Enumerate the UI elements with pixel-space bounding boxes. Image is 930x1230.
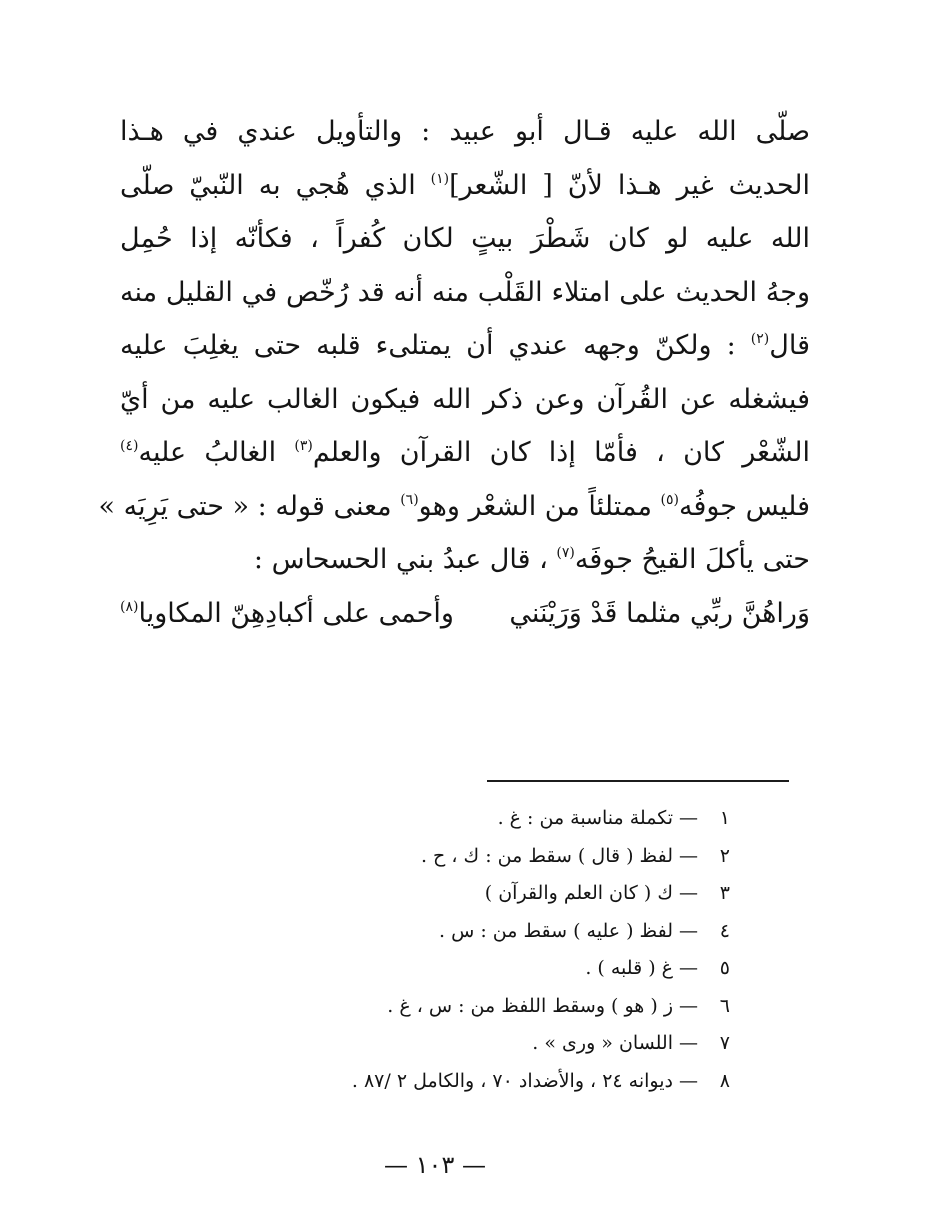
footnote-dash: — xyxy=(679,882,698,904)
text-segment: ، قال عبدُ بني الحسحاس : xyxy=(253,544,557,575)
text-segment: وجهُ الحديث على امتلاء القَلْب منه أنه قد رُخّص في القليل منه xyxy=(120,276,810,308)
footnote-marker: (٢) xyxy=(750,331,770,347)
footnote-number: ٤ xyxy=(719,919,730,942)
footnote-item xyxy=(290,800,730,838)
footnotes xyxy=(290,800,730,1100)
footnote-text: اللسان « ورى » . xyxy=(532,1032,673,1054)
footnote-text: لفظ ( قال ) سقط من : ك ، ح . xyxy=(420,844,673,867)
footnote-marker: (٥) xyxy=(660,491,679,508)
footnote-text: غ ( قلبه ) . xyxy=(585,957,673,979)
footnote-item xyxy=(290,913,730,951)
footnote-dash: — xyxy=(679,957,698,979)
text-line-3 xyxy=(120,212,810,266)
footnote-text: تكملة مناسبة من : غ . xyxy=(497,807,673,829)
footnote-marker: (٦) xyxy=(400,491,419,508)
footnote-dash: — xyxy=(679,807,698,829)
text-line-7 xyxy=(120,426,810,480)
text-line-6 xyxy=(120,373,810,427)
footnote-item xyxy=(290,875,730,913)
text-segment: حتى يأكلَ القيحُ جوفَه xyxy=(574,544,810,575)
text-line-1 xyxy=(120,105,810,159)
footnote-item xyxy=(290,950,730,988)
footnote-dash: — xyxy=(679,994,698,1017)
footnote-item xyxy=(290,838,730,876)
poetry-verse xyxy=(120,587,810,641)
text-segment: معنى قوله : « حتى يَرِيَه » xyxy=(98,490,401,522)
text-segment: الذي هُجي به النّبيّ صلّى xyxy=(120,169,431,201)
text-line-2 xyxy=(120,159,810,213)
footnote-number: ٦ xyxy=(719,994,730,1017)
text-segment: الغالبُ عليه xyxy=(138,437,295,468)
footnote-text: لفظ ( عليه ) سقط من : س . xyxy=(439,919,673,942)
text-line-5 xyxy=(120,319,810,373)
footnote-text: ك ( كان العلم والقرآن ) xyxy=(484,882,673,904)
footnote-number: ٣ xyxy=(719,882,730,904)
footnote-item xyxy=(290,1063,730,1101)
footnote-text: ز ( هو ) وسقط اللفظ من : س ، غ . xyxy=(387,994,673,1017)
footnote-item xyxy=(290,1025,730,1063)
footnote-dash: — xyxy=(679,1032,698,1054)
text-segment: صلّى الله عليه قـال أبو عبيد : والتأويل عندي في هـذا xyxy=(120,116,810,147)
footnote-marker: (٣) xyxy=(294,438,313,454)
footnote-dash: — xyxy=(679,919,698,942)
verse-first-hemistich: وَراهُنَّ ربِّي مثلما قَدْ وَرَيْنَني xyxy=(509,597,810,629)
text-segment: فيشغله عن القُرآن وعن ذكر الله فيكون الغالب عليه من أيّ xyxy=(120,383,810,415)
page-number: — ١٠٣ — xyxy=(384,1151,486,1179)
text-line-8 xyxy=(98,480,810,534)
footnote-number: ٢ xyxy=(719,844,730,867)
text-segment: الشّعْر كان ، فأمّا إذا كان القرآن والعلم xyxy=(312,437,810,468)
footnote-number: ٧ xyxy=(719,1032,730,1054)
footnote-number: ٥ xyxy=(719,957,730,979)
text-segment: ممتلئاً من الشعْر وهو xyxy=(418,490,661,522)
main-text xyxy=(98,105,810,640)
verse-second-text: وأحمى على أكبادِهِنّ المكاويا xyxy=(138,597,454,629)
footnote-dash: — xyxy=(679,844,698,867)
footnote-marker: (٨) xyxy=(120,598,139,615)
footnote-marker: (٧) xyxy=(556,545,575,561)
text-line-4 xyxy=(120,266,810,320)
footnote-marker: (٤) xyxy=(120,438,139,454)
verse-second-hemistich xyxy=(120,587,454,641)
text-segment: قال xyxy=(769,330,810,361)
footnote-item xyxy=(290,988,730,1026)
footnote-number: ٨ xyxy=(719,1069,730,1092)
text-segment: : ولكنّ وجهه عندي أن يمتلىء قلبه حتى يغلِبَ عليه xyxy=(120,330,751,361)
text-line-9 xyxy=(120,533,810,587)
footnote-number: ١ xyxy=(719,807,730,829)
text-segment: فليس جوفُه xyxy=(678,490,810,522)
text-segment: الله عليه لو كان شَطْرَ بيتٍ لكان كُفراً ، فكأنّه إذا حُمِل xyxy=(120,223,810,254)
footnote-separator xyxy=(487,780,789,782)
footnote-dash: — xyxy=(679,1069,698,1092)
footnote-text: ديوانه ٢٤ ، والأضداد ٧٠ ، والكامل ٢ /٨٧ . xyxy=(351,1069,673,1092)
footnote-marker: (١) xyxy=(430,170,450,187)
text-segment: الحديث غير هـذا لأنّ [ الشّعر] xyxy=(449,169,810,201)
